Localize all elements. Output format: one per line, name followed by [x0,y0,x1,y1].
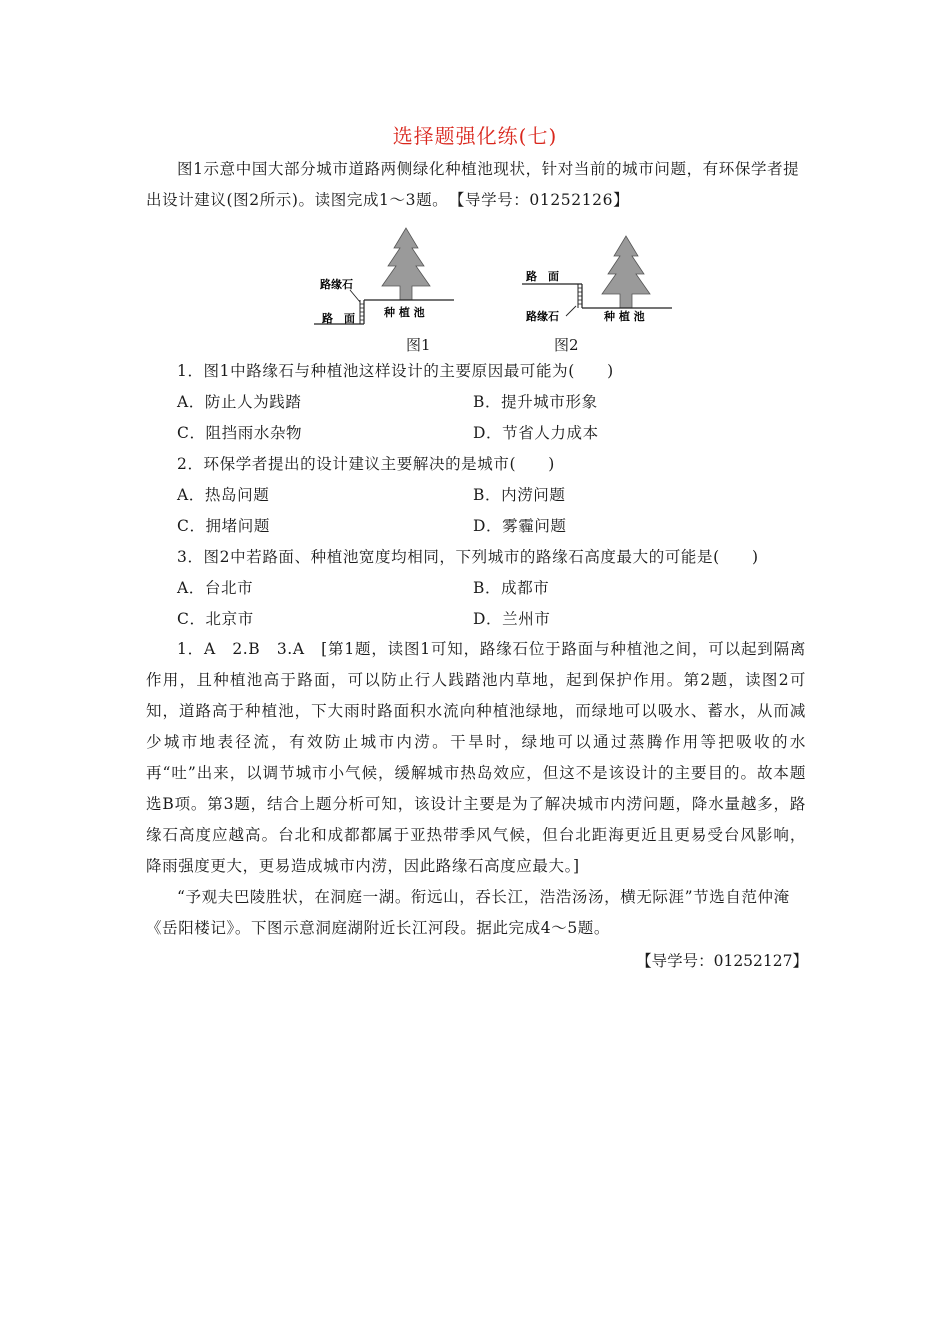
figure-2-diagram [522,236,672,323]
fig2-planter-label: 种 植 池 [604,310,645,323]
reference-number-1: 【导学号：01252126】 [456,191,630,209]
fig2-road-label: 路 面 [526,270,559,283]
intro-text-1: 图1示意中国大部分城市道路两侧绿化种植池现状，针对当前的城市问题，有环保学者提出设计建议(图2所示)。读图完成1～3题。 [146,160,800,209]
page-title: 选择题强化练(七) [392,124,558,148]
question-2-option-d: D．雾霾问题 [473,517,567,535]
question-2-option-a: A．热岛问题 [177,486,270,504]
question-1-option-d: D．节省人力成本 [473,424,599,442]
question-3-stem: 3．图2中若路面、种植池宽度均相同，下列城市的路缘石高度最大的可能是( ) [177,548,759,566]
tree-2-icon [602,236,650,308]
intro-paragraph-2: “予观夫巴陵胜状，在洞庭一湖。衔远山，吞长江，浩浩汤汤，横无际涯”节选自范仲淹《岳阳楼记》。下图示意洞庭湖附近长江河段。据此完成4～5题。 [146,888,790,937]
question-1-stem: 1．图1中路缘石与种植池这样设计的主要原因最可能为( ) [177,362,614,380]
question-3-option-d: D．兰州市 [473,610,551,628]
question-2-stem: 2．环保学者提出的设计建议主要解决的是城市( ) [177,455,555,473]
question-3-option-c: C．北京市 [177,610,254,628]
figure-diagrams [310,226,680,356]
question-3-option-b: B．成都市 [473,579,550,597]
question-1-option-c: C．阻挡雨水杂物 [177,424,303,442]
fig1-planter-label: 种 植 池 [384,306,425,319]
figure-1-caption: 图1 [406,336,431,354]
question-1-option-b: B．提升城市形象 [473,393,598,411]
question-1-option-a: A．防止人为践踏 [177,393,302,411]
answer-explanation: 1．A 2.B 3.A [第1题，读图1可知，路缘石位于路面与种植池之间，可以起到隔离作用，且种植池高于路面，可以防止行人践踏池内草地，起到保护作用。第2题，读图2可知，道路高于种植池，下大雨时路面积水流向种植池绿地，而绿地可以吸水、蓄水，从而减少城市地表径流，有效防止城市内涝。干旱时，绿地可以通过蒸腾作用等把吸收的水再“吐”出来，以调节城市小气候，缓解城市热岛效应，但这不是该设计的主要目的。故本题选B项。第3题，结合上题分析可知，该设计主要是为了解决城市内涝问题，降水量越多，路缘石高度应越高。台北和成都都属于亚热带季风气候，但台北距海更近且更易受台风影响，降雨强度更大，更易造成城市内涝，因此路缘石高度应最大。] [146,640,806,875]
fig2-curb-label: 路缘石 [526,310,559,323]
figure-group [310,226,680,356]
fig1-road-label: 路 面 [322,312,355,325]
tree-1-icon [382,228,430,300]
intro-paragraph-1 [146,154,806,216]
figure-2-caption: 图2 [554,336,579,354]
fig1-curb-label: 路缘石 [320,278,353,291]
reference-number-2: 【导学号：01252127】 [636,952,808,970]
question-2-option-b: B．内涝问题 [473,486,566,504]
question-3-option-a: A．台北市 [177,579,254,597]
figure-1-diagram [314,228,454,325]
question-2-option-c: C．拥堵问题 [177,517,270,535]
